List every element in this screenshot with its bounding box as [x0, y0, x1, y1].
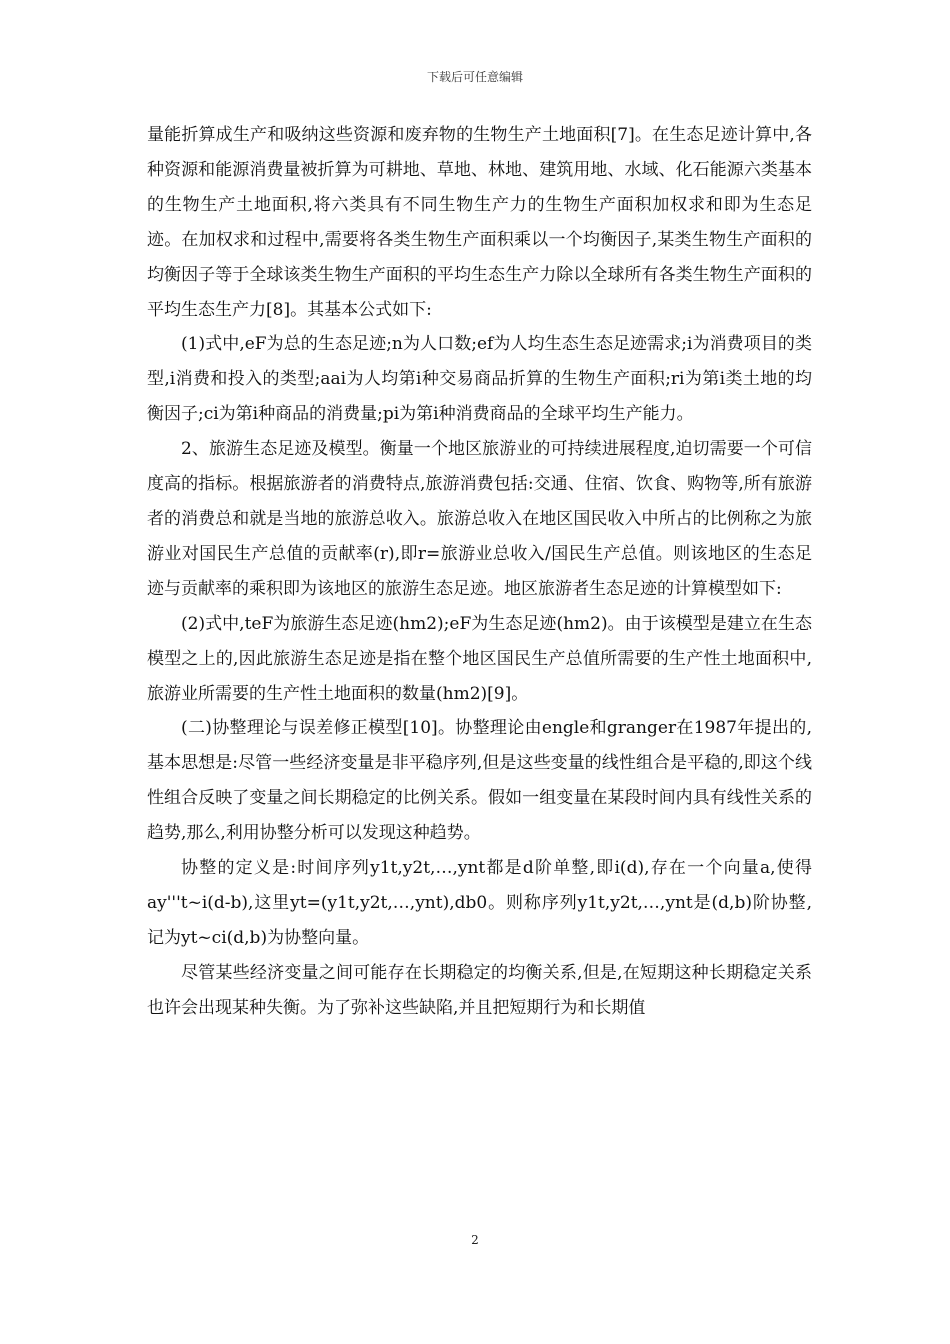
page-header: 下载后可任意编辑 [426, 70, 523, 84]
document-body [147, 118, 812, 1026]
paragraph-4: (2)式中,teF为旅游生态足迹(hm2);eF为生态足迹(hm2)。由于该模型是建立在生态模型之上的,因此旅游生态足迹是指在整个地区国民生产总值所需要的生产性土地面积中,旅游业所需要的生产性土地面积的数量(hm2)[9]。 [147, 613, 812, 704]
paragraph-3: 2、旅游生态足迹及模型。衡量一个地区旅游业的可持续进展程度,迫切需要一个可信度高的指标。根据旅游者的消费特点,旅游消费包括:交通、住宿、饮食、购物等,所有旅游者的消费总和就是当地的旅游总收入。旅游总收入在地区国民收入中所占的比例称之为旅游业对国民生产总值的贡献率(r),即r=旅游业总收入/国民生产总值。则该地区的生态足迹与贡献率的乘积即为该地区的旅游生态足迹。地区旅游者生态足迹的计算模型如下: [147, 439, 812, 599]
page-number: 2 [471, 1233, 479, 1247]
paragraph-5: (二)协整理论与误差修正模型[10]。协整理论由engle和granger在1987年提出的,基本思想是:尽管一些经济变量是非平稳序列,但是这些变量的线性组合是平稳的,即这个线性组合反映了变量之间长期稳定的比例关系。假如一组变量在某段时间内具有线性关系的趋势,那么,利用协整分析可以发现这种趋势。 [147, 718, 812, 844]
paragraph-7: 尽管某些经济变量之间可能存在长期稳定的均衡关系,但是,在短期这种长期稳定关系也许会出现某种失衡。为了弥补这些缺陷,并且把短期行为和长期值 [147, 962, 812, 1018]
paragraph-6: 协整的定义是:时间序列y1t,y2t,…,ynt都是d阶单整,即i(d),存在一个向量a,使得ay'''t~i(d-b),这里yt=(y1t,y2t,…,ynt),db0。则称序列y1t,y2t,…,ynt是(d,b)阶协整,记为yt~ci(d,b)为协整向量。 [147, 858, 812, 948]
paragraph-2: (1)式中,eF为总的生态足迹;n为人口数;ef为人均生态生态足迹需求;i为消费项目的类型,i消费和投入的类型;aai为人均第i种交易商品折算的生物生产面积;ri为第i类土地的均衡因子;ci为第i种商品的消费量;pi为第i种消费商品的全球平均生产能力。 [147, 334, 812, 425]
paragraph-1: 量能折算成生产和吸纳这些资源和废弃物的生物生产土地面积[7]。在生态足迹计算中,各种资源和能源消费量被折算为可耕地、草地、林地、建筑用地、水域、化石能源六类基本的生物生产土地面积,将六类具有不同生物生产力的生物生产面积加权求和即为生态足迹。在加权求和过程中,需要将各类生物生产面积乘以一个均衡因子,某类生物生产面积的均衡因子等于全球该类生物生产面积的平均生态生产力除以全球所有各类生物生产面积的平均生态生产力[8]。其基本公式如下: [147, 125, 812, 320]
